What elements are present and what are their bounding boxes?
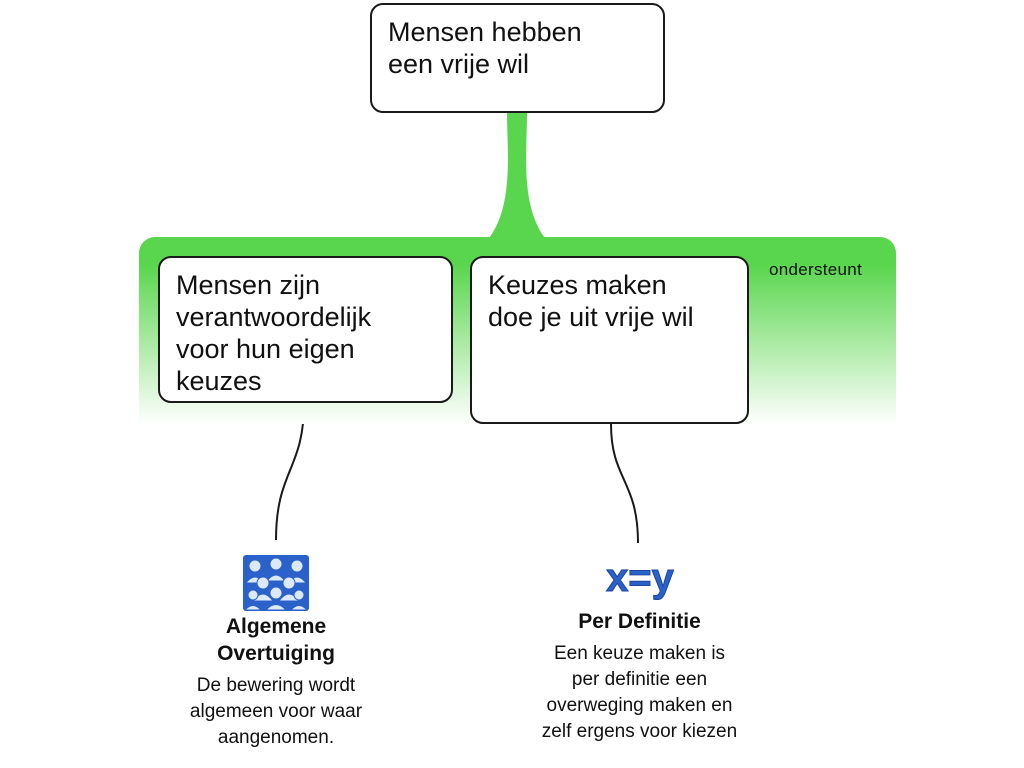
people-group-icon — [241, 553, 311, 613]
claim-box[interactable]: Mensen hebben een vrije wil — [370, 3, 665, 113]
right-evidence-connector — [611, 424, 638, 543]
relation-label: ondersteunt — [769, 260, 863, 279]
equation-icon — [590, 553, 690, 608]
equation-icon-text: x=y — [605, 556, 674, 600]
evidence-common-belief — [141, 553, 411, 751]
evidence-definition — [492, 553, 787, 745]
evidence-title: Per Definitie — [578, 610, 701, 633]
evidence-description: De bewering wordt algemeen voor waar aangenomen. — [189, 675, 363, 748]
reason-box-free-choice[interactable]: Keuzes maken doe je uit vrije wil — [470, 256, 749, 424]
evidence-description: Een keuze maken is per definitie een overweging maken en zelf ergens voor kiezen — [541, 643, 738, 742]
root-to-band-connector — [489, 113, 545, 238]
reason-box-responsibility[interactable]: Mensen zijn verantwoordelijk voor hun eigen keuzes — [158, 256, 453, 403]
evidence-title: Algemene Overtuiging — [217, 615, 335, 665]
